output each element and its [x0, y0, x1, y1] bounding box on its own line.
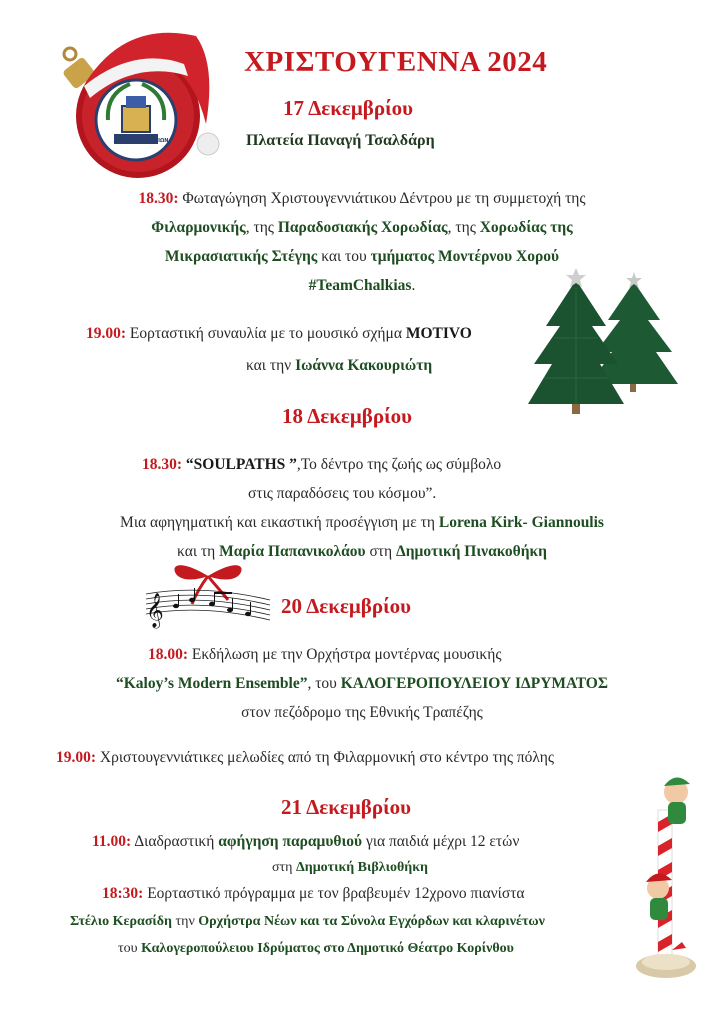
event-21-2-line1 — [102, 885, 525, 903]
event-text: , της — [447, 219, 480, 236]
foundation-name: ΚΑΛΟΓΕΡΟΠΟΥΛΕΙΟΥ ΙΔΡΥΜΑΤΟΣ — [340, 675, 608, 692]
event-18-1-line2 — [248, 485, 436, 503]
event-text: και του — [317, 248, 371, 265]
event-text: στη — [272, 860, 296, 875]
event-21-2-line3 — [118, 941, 514, 957]
date-heading-20: 20 Δεκεμβρίου — [281, 594, 411, 618]
event-time: 19.00: — [56, 749, 97, 766]
venue-name: Καλογεροπούλειου Ιδρύματος στο Δημοτικό Θέατρο Κορίνθου — [141, 941, 514, 956]
ensemble-name: Μικρασιατικής Στέγης — [164, 248, 318, 265]
event-text: Χριστουγεννιάτικες μελωδίες από τη Φιλαρμονική στο κέντρο της πόλης — [99, 749, 555, 766]
event-17-1-line1 — [0, 190, 724, 208]
date-heading-21: 21 Δεκεμβρίου — [281, 795, 411, 819]
event-20-1-line3 — [0, 704, 724, 722]
event-17-1-line3 — [0, 248, 724, 266]
emblem-text: ΔΗΜΟΣ ΚΟΡΙΝΘΙΩΝ — [113, 138, 169, 144]
event-text: , της — [245, 219, 278, 236]
event-text: στον πεζόδρομο της Εθνικής Τραπέζης — [241, 704, 483, 721]
artist-name: Μαρία Παπανικολάου — [219, 543, 366, 560]
event-text: Μια αφηγηματική και εικαστική προσέγγιση με τη — [120, 514, 439, 531]
event-18-1-line1 — [142, 456, 501, 474]
event-time: 18.00: — [148, 646, 189, 663]
ensemble-name: Χορωδίας της — [479, 219, 573, 236]
music-notes-bow-illustration — [142, 560, 274, 632]
event-text: την — [172, 914, 199, 929]
venue-17: Πλατεία Παναγή Τσαλδάρη — [246, 132, 435, 149]
ensemble-name: “Kaloy’s Modern Ensemble” — [116, 675, 308, 692]
event-text: Διαδραστική — [134, 833, 219, 850]
event-21-2-line2 — [70, 914, 545, 930]
event-text: Εορταστικό πρόγραμμα με τον βραβευμέν 12χρονο πιανίστα — [147, 885, 525, 902]
event-text: , του — [307, 675, 341, 692]
ensemble-name: Παραδοσιακής Χορωδίας — [277, 219, 448, 236]
venue-name: Δημοτική Βιβλιοθήκη — [296, 860, 428, 875]
artist-name: Lorena Kirk- Giannoulis — [438, 514, 604, 531]
activity-name: αφήγηση παραμυθιού — [218, 833, 363, 850]
ensemble-name: Φιλαρμονικής — [151, 219, 246, 236]
event-18-1-line4 — [0, 543, 724, 561]
event-time: 18.30: — [138, 190, 179, 207]
event-text: Φωταγώγηση Χριστουγεννιάτικου Δέντρου με τη συμμετοχή της — [182, 190, 586, 207]
event-text: . — [411, 277, 416, 294]
event-21-1-line2 — [272, 860, 428, 876]
paper-trees-illustration — [524, 268, 684, 418]
event-text: και την — [246, 357, 296, 374]
event-text: για παιδιά μέχρι 12 ετών — [362, 833, 520, 850]
event-text: Εορταστική συναυλία με το μουσικό σχήμα — [129, 325, 406, 342]
event-20-2-line1 — [56, 749, 554, 767]
event-20-1-line1 — [148, 646, 501, 664]
event-time: 11.00: — [92, 833, 132, 850]
ensemble-name: Ορχήστρα Νέων και τα Σύνολα Εγχόρδων και κλαρινέτων — [198, 914, 545, 929]
hashtag: #TeamChalkias — [308, 277, 412, 294]
event-text: στη — [365, 543, 397, 560]
event-time: 18.30: — [142, 456, 183, 473]
event-text: στις παραδόσεις του κόσμου”. — [248, 485, 437, 502]
date-heading-17: 17 Δεκεμβρίου — [283, 96, 413, 120]
ornament-logo — [56, 24, 226, 184]
event-title: “SOULPATHS ” — [185, 456, 297, 473]
event-text: Εκδήλωση με την Ορχήστρα μοντέρνας μουσικής — [191, 646, 502, 663]
event-20-1-line2 — [0, 675, 724, 693]
venue-name: Δημοτική Πινακοθήκη — [396, 543, 547, 560]
event-text: ,Το δέντρο της ζωής ως σύμβολο — [296, 456, 502, 473]
event-text: και τη — [177, 543, 220, 560]
event-17-2-line2 — [246, 357, 432, 375]
svg-text:𝄞: 𝄞 — [146, 593, 164, 628]
event-time: 18:30: — [102, 885, 144, 902]
event-17-2-line1 — [86, 325, 472, 343]
date-heading-18: 18 Δεκεμβρίου — [282, 404, 412, 428]
band-name: MOTIVO — [405, 325, 472, 342]
event-text: του — [118, 941, 142, 956]
page-title: ΧΡΙΣΤΟΥΓΕΝΝΑ 2024 — [244, 46, 548, 78]
artist-name: Στέλιο Κερασίδη — [70, 914, 172, 929]
event-21-1-line1 — [92, 833, 519, 851]
event-time: 19.00: — [86, 325, 127, 342]
event-17-1-line2 — [0, 219, 724, 237]
ensemble-name: τμήματος Μοντέρνου Χορού — [370, 248, 560, 265]
elves-candy-cane-illustration — [628, 770, 704, 980]
event-18-1-line3 — [0, 514, 724, 532]
artist-name: Ιωάννα Κακουριώτη — [295, 357, 433, 374]
